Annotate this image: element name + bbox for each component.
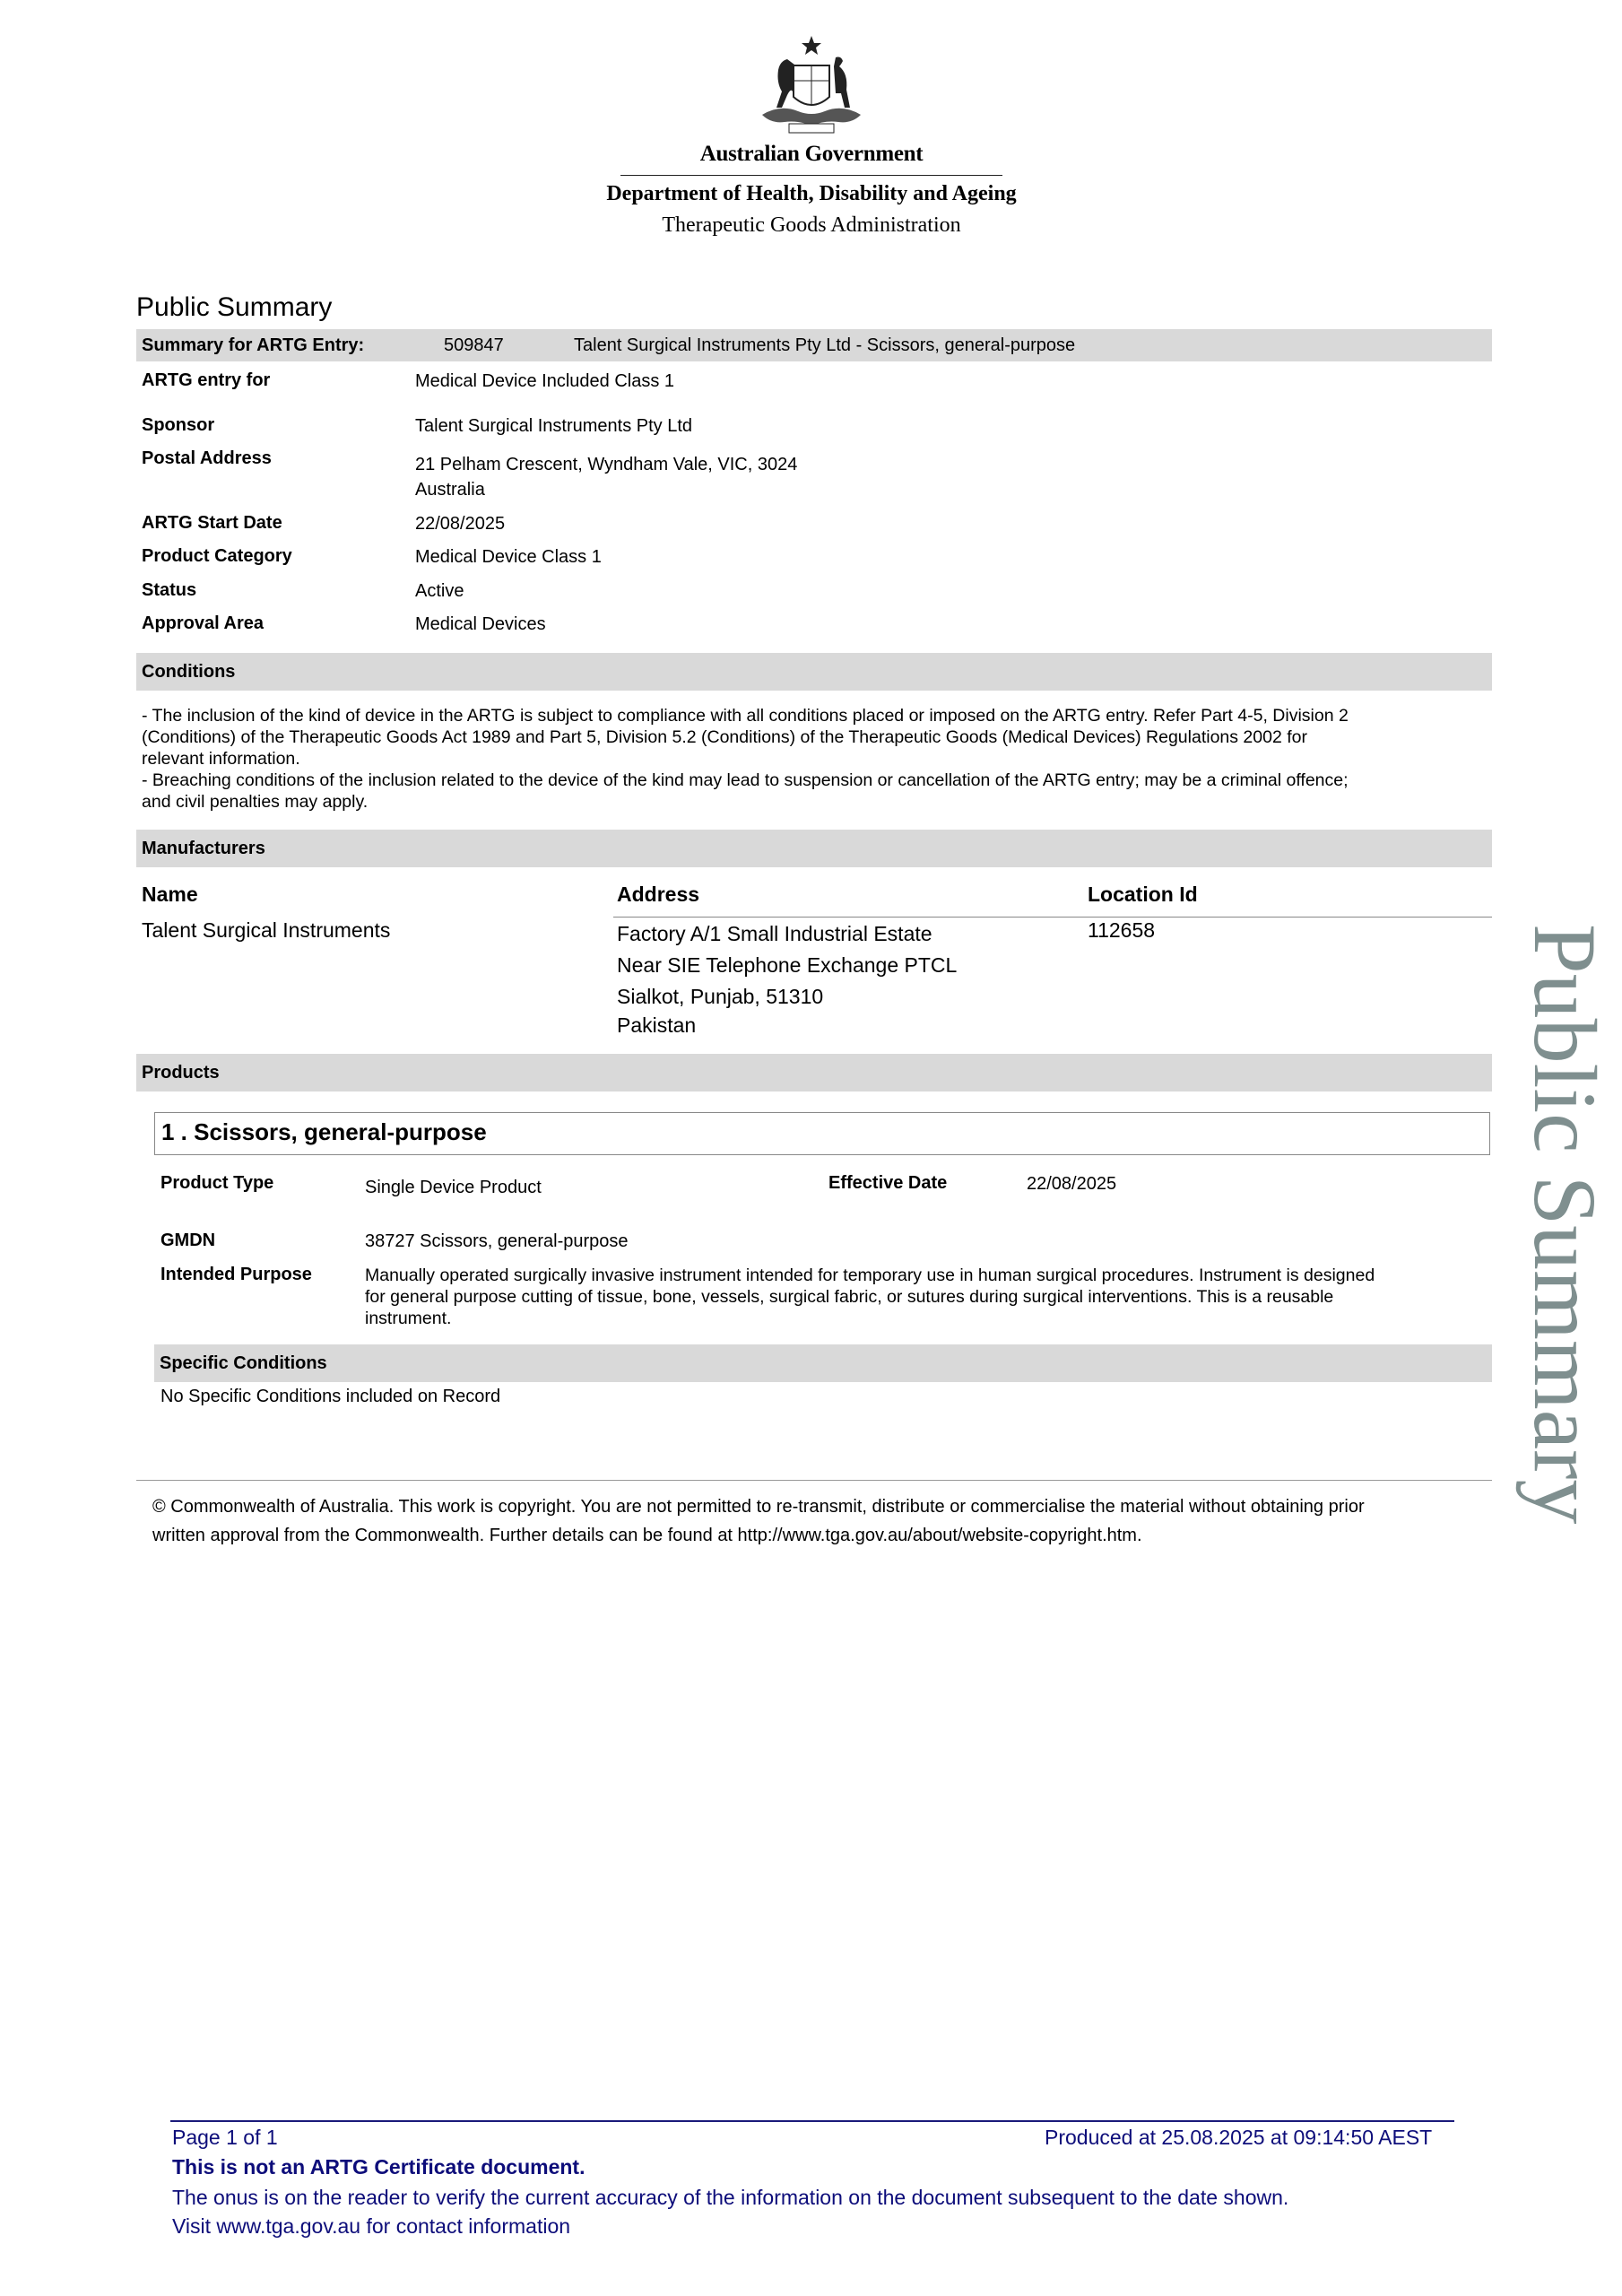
detail-value: Active	[415, 581, 464, 601]
condition-line: relevant information.	[142, 749, 300, 769]
product-type-value: Single Device Product	[365, 1178, 542, 1197]
intended-purpose-line: Manually operated surgically invasive instrument intended for temporary use in human surgical procedures. Instrument is designed	[365, 1265, 1375, 1285]
detail-label: Approval Area	[142, 613, 264, 633]
conditions-heading	[136, 653, 1492, 691]
specific-conditions-heading-text: Specific Conditions	[160, 1353, 327, 1373]
intended-purpose-line: for general purpose cutting of tissue, bone, vessels, surgical fabric, or sutures during surgical interventions. This is a reusable	[365, 1287, 1334, 1307]
detail-label: Status	[142, 580, 197, 600]
products-heading	[136, 1054, 1492, 1091]
summary-bar	[136, 329, 1492, 361]
condition-line: - Breaching conditions of the inclusion related to the device of the kind may lead to suspension or cancellation of the ARTG entry; may be a criminal offence;	[142, 770, 1349, 790]
address-line: Factory A/1 Small Industrial Estate	[617, 922, 932, 945]
manufacturers-heading	[136, 830, 1492, 867]
detail-label: Sponsor	[142, 415, 215, 435]
gmdn-value: 38727 Scissors, general-purpose	[365, 1231, 629, 1251]
detail-label: Postal Address	[142, 448, 272, 468]
detail-value: Talent Surgical Instruments Pty Ltd	[415, 416, 693, 436]
detail-label: ARTG entry for	[142, 370, 271, 390]
conditions-text	[142, 705, 1487, 813]
produced-timestamp: Produced at 25.08.2025 at 09:14:50 AEST	[1045, 2126, 1433, 2149]
onus-notice: The onus is on the reader to verify the current accuracy of the information on the document subsequent to the date shown.	[172, 2186, 1289, 2209]
column-header-name: Name	[142, 883, 198, 906]
conditions-heading-text: Conditions	[142, 662, 236, 682]
copyright-line: written approval from the Commonwealth. Further details can be found at http://www.tga.gov.au/about/website-copyright.htm.	[152, 1526, 1142, 1545]
intended-purpose-value	[365, 1265, 1486, 1329]
gmdn-label: GMDN	[160, 1231, 216, 1250]
summary-label: Summary for ARTG Entry:	[142, 335, 365, 355]
products-heading-text: Products	[142, 1063, 220, 1083]
footer-divider	[170, 2120, 1454, 2122]
watermark	[1515, 924, 1615, 1668]
detail-value: Medical Device Class 1	[415, 547, 602, 567]
condition-line: (Conditions) of the Therapeutic Goods Act 1989 and Part 5, Division 5.2 (Conditions) of the Therapeutic Goods (Medical Devices) Regulations 2002 for	[142, 727, 1307, 747]
artg-entry-number: 509847	[444, 335, 504, 355]
intended-purpose-label: Intended Purpose	[160, 1265, 312, 1284]
page-number: Page 1 of 1	[172, 2126, 278, 2149]
manufacturers-header-rule	[613, 917, 1492, 918]
specific-conditions-heading	[154, 1344, 1492, 1382]
condition-line: - The inclusion of the kind of device in the ARTG is subject to compliance with all conditions placed or imposed on the ARTG entry. Refer Part 4-5, Division 2	[142, 706, 1349, 726]
detail-value: Medical Devices	[415, 614, 546, 634]
copyright-notice	[152, 1492, 1479, 1550]
department-name: Department of Health, Disability and Ageing	[606, 182, 1017, 205]
watermark-text: Public Summary	[1515, 924, 1615, 1525]
detail-value: 21 Pelham Crescent, Wyndham Vale, VIC, 3024	[415, 455, 798, 474]
manufacturers-heading-text: Manufacturers	[142, 839, 265, 858]
page-title: Public Summary	[136, 292, 333, 322]
effective-date-label: Effective Date	[828, 1173, 948, 1193]
agency-name: Therapeutic Goods Administration	[662, 213, 961, 237]
coat-of-arms-icon	[753, 34, 870, 142]
column-header-location-id: Location Id	[1088, 883, 1198, 906]
specific-conditions-text: No Specific Conditions included on Record	[160, 1387, 501, 1406]
copyright-divider	[136, 1480, 1492, 1481]
detail-value-line2: Australia	[415, 480, 485, 500]
effective-date-value: 22/08/2025	[1027, 1174, 1117, 1194]
manufacturer-location-id: 112658	[1088, 918, 1156, 942]
manufacturer-name: Talent Surgical Instruments	[142, 918, 391, 942]
intended-purpose-line: instrument.	[365, 1309, 452, 1328]
artg-entry-name: Talent Surgical Instruments Pty Ltd - Scissors, general-purpose	[574, 335, 1076, 355]
column-header-address: Address	[617, 883, 700, 906]
address-line: Sialkot, Punjab, 51310	[617, 985, 824, 1008]
product-type-label: Product Type	[160, 1173, 274, 1193]
manufacturer-address	[617, 918, 957, 1038]
product-title: 1 . Scissors, general-purpose	[161, 1118, 487, 1145]
detail-label: Product Category	[142, 546, 292, 566]
header-divider	[620, 175, 1002, 176]
detail-value: 22/08/2025	[415, 514, 506, 534]
copyright-line: © Commonwealth of Australia. This work is copyright. You are not permitted to re-transmit, distribute or commercialise the material without obtaining prior	[152, 1497, 1365, 1517]
address-line: Near SIE Telephone Exchange PTCL	[617, 953, 958, 977]
address-line: Pakistan	[617, 1013, 697, 1037]
government-name: Australian Government	[699, 142, 924, 166]
detail-label: ARTG Start Date	[142, 513, 282, 533]
detail-value: Medical Device Included Class 1	[415, 371, 675, 391]
contact-info: Visit www.tga.gov.au for contact information	[172, 2214, 571, 2238]
not-certificate-notice: This is not an ARTG Certificate document.	[172, 2155, 585, 2179]
condition-line: and civil penalties may apply.	[142, 792, 369, 812]
